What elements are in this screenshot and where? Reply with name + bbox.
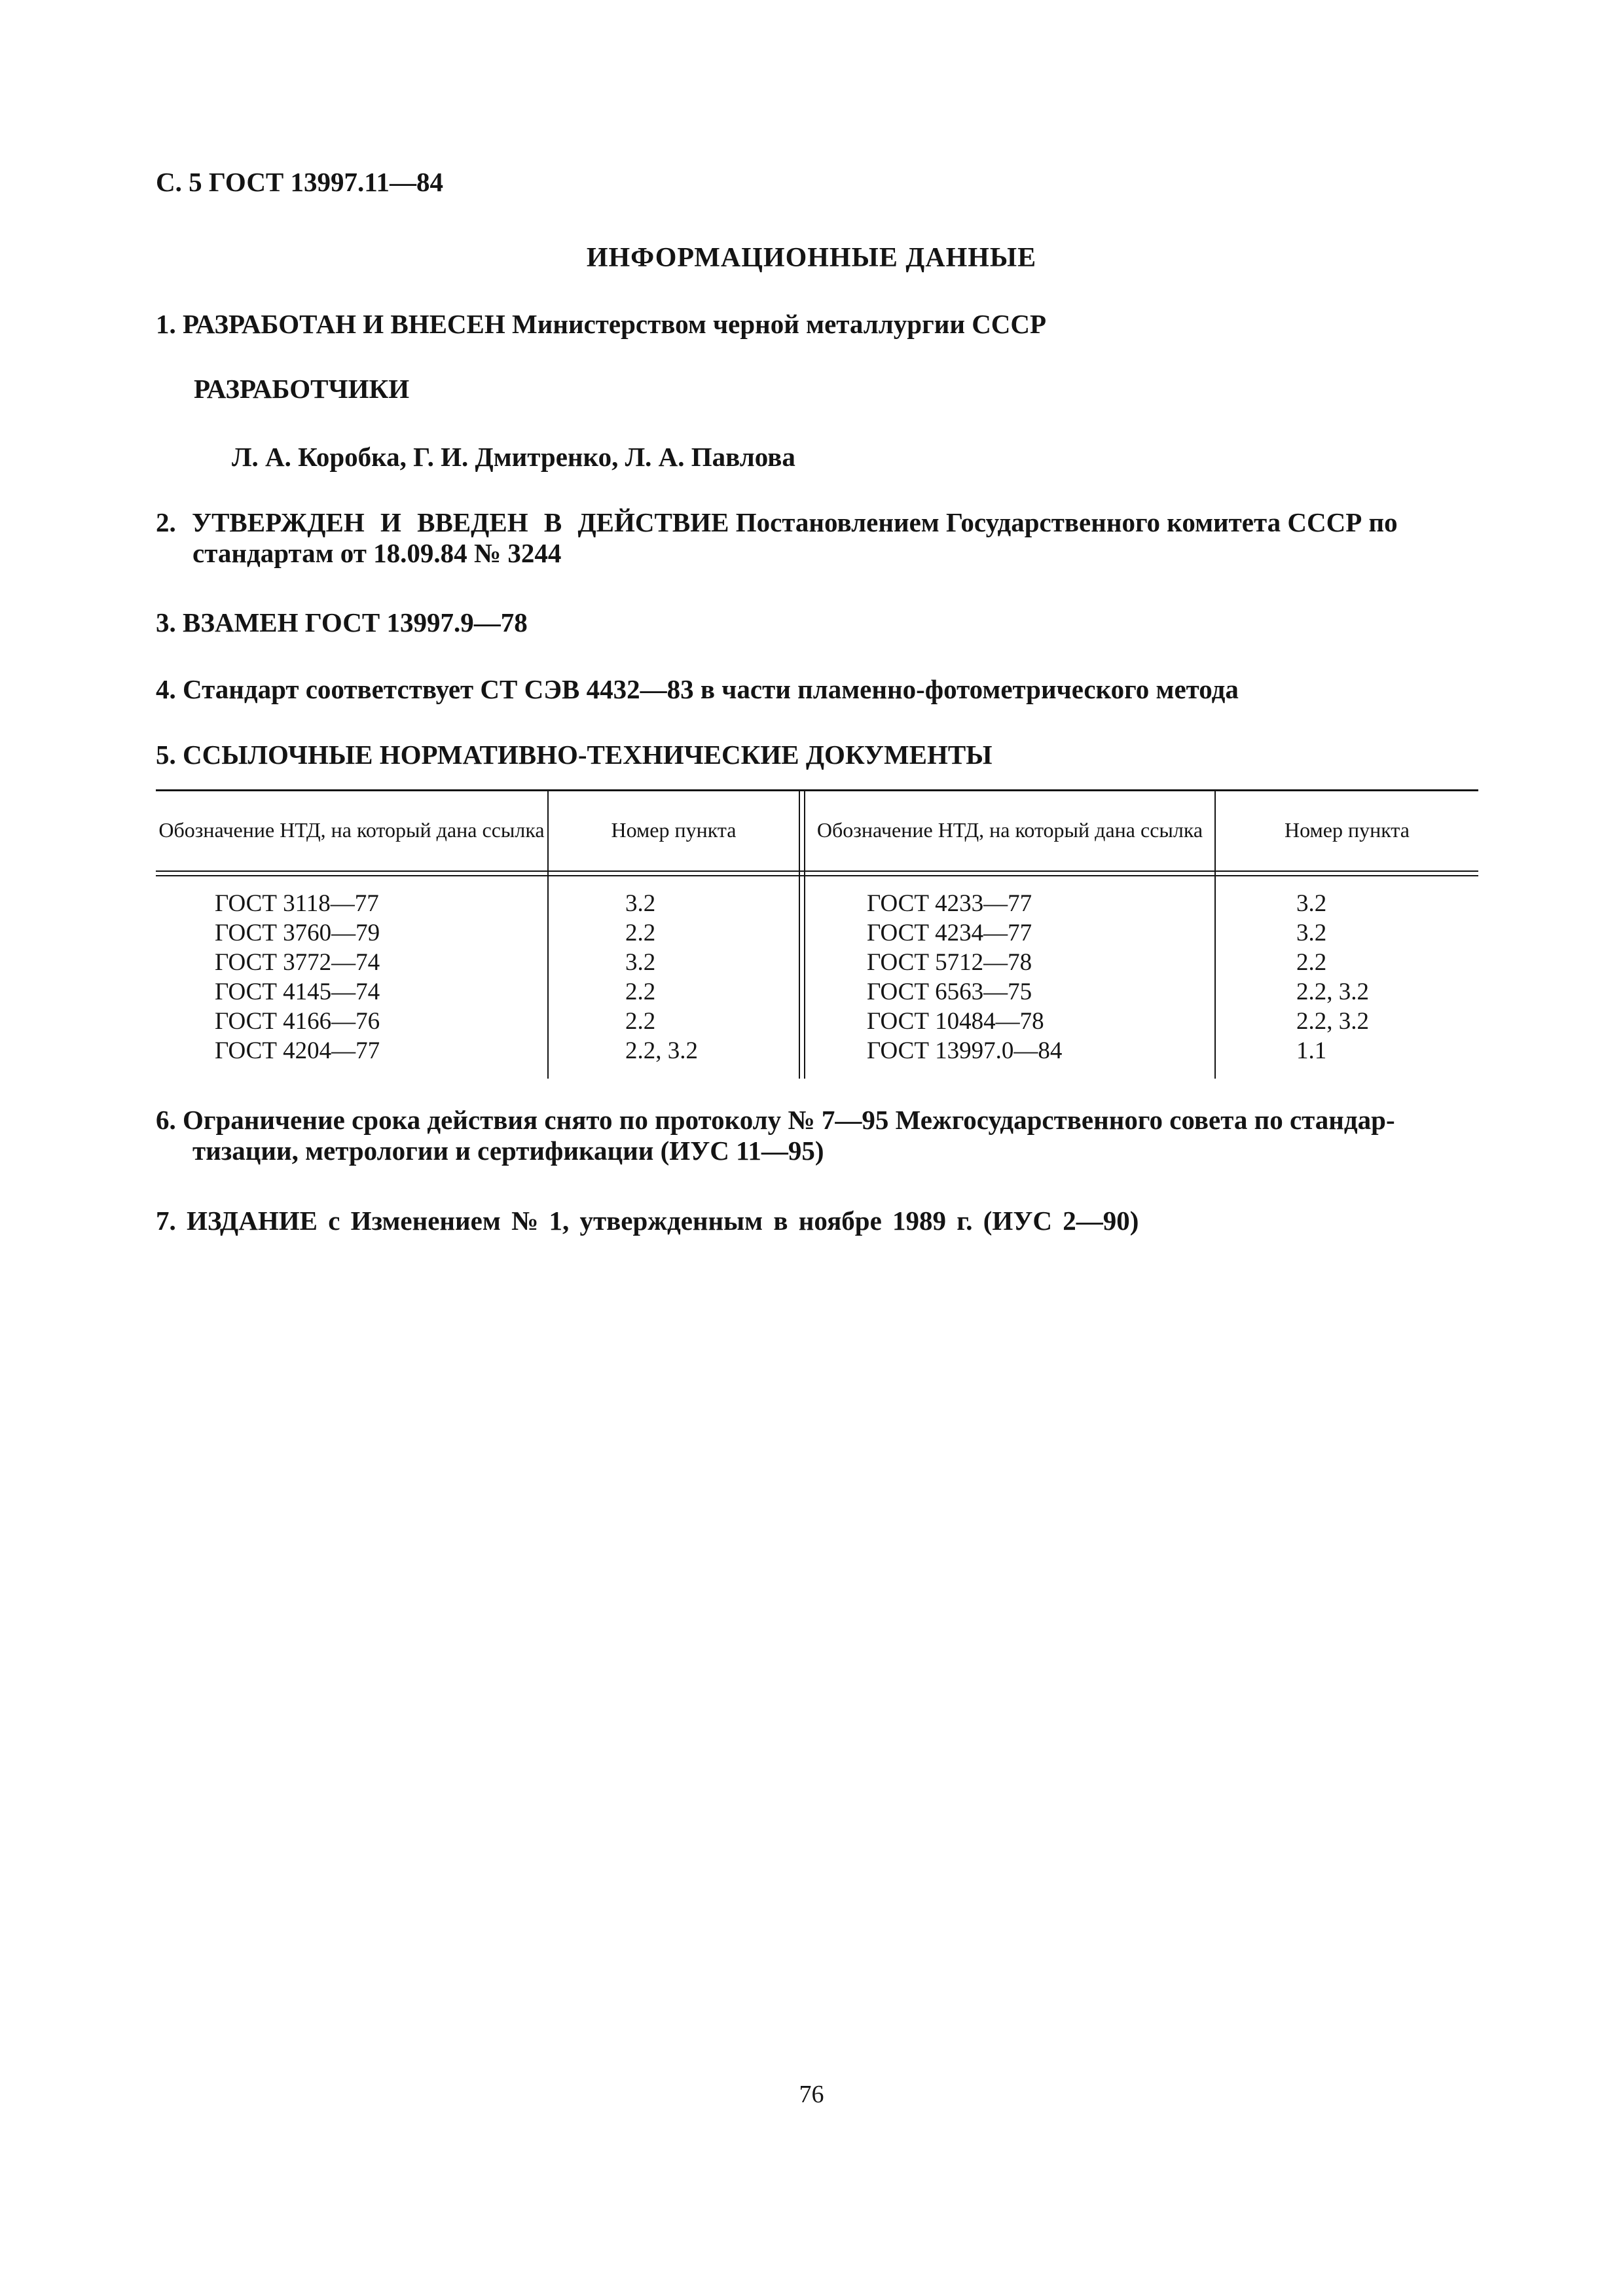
table-cell: 2.2 xyxy=(625,920,656,946)
item-2-label: 2. УТВЕРЖДЕН И ВВЕДЕН В ДЕЙСТВИЕ xyxy=(156,507,729,537)
table-cell: 2.2, 3.2 xyxy=(1296,1008,1369,1035)
reference-documents-table xyxy=(156,789,1478,1079)
table-cell: ГОСТ 3772—74 xyxy=(215,949,380,976)
item-6-line-2: тизации, метрологии и сертификации (ИУС 11—95) xyxy=(192,1136,824,1166)
item-6-line-1: 6. Ограничение срока действия снято по протоколу № 7—95 Межгосударственного совета по стандар- xyxy=(156,1105,1395,1135)
table-header-point-left: Номер пункта xyxy=(611,818,737,842)
table-cell: ГОСТ 5712—78 xyxy=(867,949,1032,976)
table-cell: 2.2 xyxy=(625,978,656,1005)
item-2-line-1 xyxy=(156,507,1477,538)
page-number: 76 xyxy=(799,2081,824,2108)
table-cell: 2.2, 3.2 xyxy=(625,1037,698,1064)
left-docs-column xyxy=(215,889,380,1066)
table-cell: ГОСТ 4166—76 xyxy=(215,1008,380,1035)
left-points-column xyxy=(625,889,698,1066)
table-cell: 2.2, 3.2 xyxy=(1296,978,1369,1005)
table-cell: 3.2 xyxy=(625,949,656,976)
table-divider xyxy=(799,789,800,1079)
table-cell: ГОСТ 3118—77 xyxy=(215,890,379,917)
table-cell: ГОСТ 4234—77 xyxy=(867,920,1032,946)
item-2-text: Постановлением Государственного комитета СССР по xyxy=(735,507,1398,537)
right-points-column xyxy=(1296,889,1369,1066)
item-4: 4. Стандарт соответствует СТ СЭВ 4432—83 в части пламенно-фотометрического метода xyxy=(156,674,1239,704)
table-header-doc-left: Обозначение НТД, на который дана ссылка xyxy=(158,818,545,842)
item-6 xyxy=(156,1105,1477,1166)
table-cell: ГОСТ 3760—79 xyxy=(215,920,380,946)
table-cell: ГОСТ 10484—78 xyxy=(867,1008,1044,1035)
item-2-line-2: стандартам от 18.09.84 № 3244 xyxy=(192,538,562,568)
table-cell: ГОСТ 6563—75 xyxy=(867,978,1032,1005)
table-cell: 3.2 xyxy=(625,890,656,917)
developers-heading: РАЗРАБОТЧИКИ xyxy=(194,374,410,404)
item-7: 7. ИЗДАНИЕ с Изменением № 1, утвержденным в ноябре 1989 г. (ИУС 2—90) xyxy=(156,1206,1139,1236)
item-3: 3. ВЗАМЕН ГОСТ 13997.9—78 xyxy=(156,607,528,637)
table-cell: ГОСТ 4204—77 xyxy=(215,1037,380,1064)
item-1-text: Министерством черной металлургии СССР xyxy=(512,309,1047,339)
table-cell: ГОСТ 4145—74 xyxy=(215,978,380,1005)
table-header-point-right: Номер пункта xyxy=(1285,818,1410,842)
item-2 xyxy=(156,507,1477,569)
item-1-label: 1. РАЗРАБОТАН И ВНЕСЕН xyxy=(156,309,505,339)
item-5: 5. ССЫЛОЧНЫЕ НОРМАТИВНО-ТЕХНИЧЕСКИЕ ДОКУМЕНТЫ xyxy=(156,740,993,770)
table-cell: 2.2 xyxy=(625,1008,656,1035)
table-cell: ГОСТ 4233—77 xyxy=(867,890,1032,917)
table-cell: 3.2 xyxy=(1296,920,1327,946)
table-header-rule-double xyxy=(156,875,1478,876)
right-docs-column xyxy=(867,889,1062,1066)
table-header-rule xyxy=(156,870,1478,872)
table-cell: ГОСТ 13997.0—84 xyxy=(867,1037,1063,1064)
document-title: ИНФОРМАЦИОННЫЕ ДАННЫЕ xyxy=(586,243,1037,273)
table-cell: 1.1 xyxy=(1296,1037,1327,1064)
table-cell: 2.2 xyxy=(1296,949,1327,976)
table-header-doc-right: Обозначение НТД, на который дана ссылка xyxy=(816,818,1203,842)
page-header: С. 5 ГОСТ 13997.11—84 xyxy=(156,167,444,197)
table-cell: 3.2 xyxy=(1296,890,1327,917)
developers-list: Л. А. Коробка, Г. И. Дмитренко, Л. А. Павлова xyxy=(232,442,795,472)
item-1 xyxy=(156,309,1477,340)
